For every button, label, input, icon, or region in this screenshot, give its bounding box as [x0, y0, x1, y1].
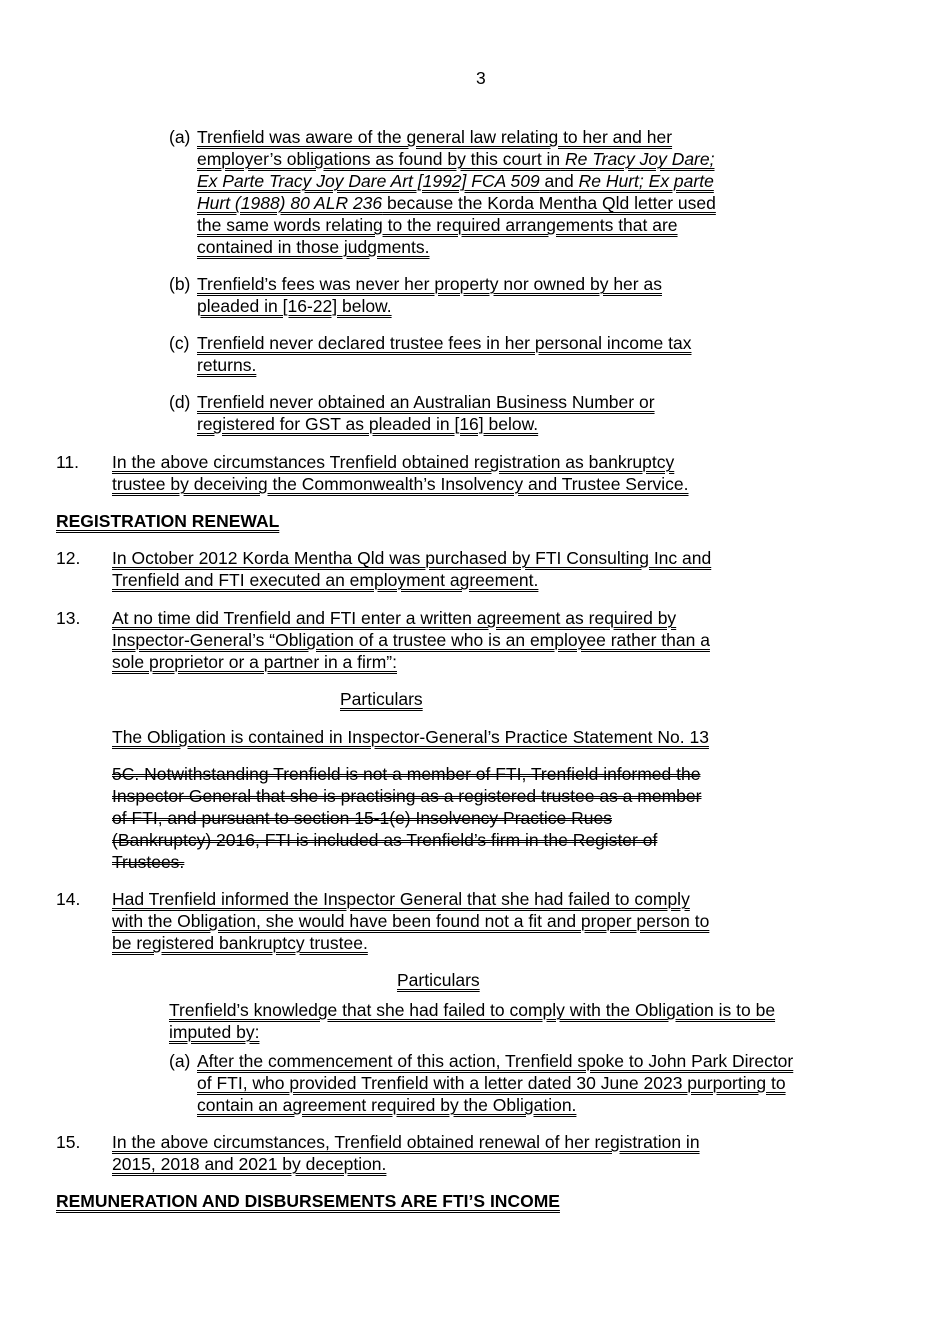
text-line: Trustees. [112, 852, 185, 872]
particulars-heading: Particulars [397, 970, 480, 990]
text-line: At no time did Trenfield and FTI enter a written agreement as required by [112, 608, 677, 628]
text-line: Trenfield’s fees was never her property nor owned by her as [197, 274, 662, 294]
paragraph-number: 11. [56, 452, 80, 472]
text-line: Trenfield never obtained an Australian Business Number or [197, 392, 655, 412]
text-line: Inspector General that she is practising as a registered trustee as a member [112, 786, 702, 806]
text-line: After the commencement of this action, Trenfield spoke to John Park Director [197, 1051, 794, 1071]
obligation-line: The Obligation is contained in Inspector-General’s Practice Statement No. 13 [112, 727, 709, 747]
text-line: In the above circumstances Trenfield obtained registration as bankruptcy [112, 452, 675, 472]
paragraph-number: 13. [56, 608, 81, 628]
text-line: Hurt (1988) 80 ALR 236 because the Korda Mentha Qld letter used [197, 193, 716, 213]
particulars-heading: Particulars [340, 689, 423, 709]
text-line: contained in those judgments. [197, 237, 430, 257]
text-line: Inspector-General’s “Obligation of a trustee who is an employee rather than a [112, 630, 710, 650]
text-line: sole proprietor or a partner in a firm”: [112, 652, 397, 672]
text-line: Trenfield and FTI executed an employment agreement. [112, 570, 539, 590]
text-line: In the above circumstances, Trenfield obtained renewal of her registration in [112, 1132, 700, 1152]
section-heading: REGISTRATION RENEWAL [56, 511, 280, 531]
text-line: employer’s obligations as found by this court in Re Tracy Joy Dare; [197, 149, 715, 169]
text-line: Had Trenfield informed the Inspector General that she had failed to comply [112, 889, 690, 909]
text-line: Trenfield never declared trustee fees in her personal income tax [197, 333, 692, 353]
text-line: trustee by deceiving the Commonwealth’s Insolvency and Trustee Service. [112, 474, 689, 494]
text-line: contain an agreement required by the Obligation. [197, 1095, 577, 1115]
page-number: 3 [476, 68, 486, 88]
text-line: of FTI, and pursuant to section 15-1(e) Insolvency Practice Rues [112, 808, 612, 828]
text-line: In October 2012 Korda Mentha Qld was purchased by FTI Consulting Inc and [112, 548, 712, 568]
text-line: 2015, 2018 and 2021 by deception. [112, 1154, 387, 1174]
subparagraph-label: (b) [169, 274, 191, 294]
text-line: 5C. Notwithstanding Trenfield is not a member of FTI, Trenfield informed the [112, 764, 701, 784]
text-line: pleaded in [16-22] below. [197, 296, 392, 316]
paragraph-number: 12. [56, 548, 81, 568]
text-line: Trenfield was aware of the general law relating to her and her [197, 127, 673, 147]
text-line: returns. [197, 355, 257, 375]
text-line: imputed by: [169, 1022, 260, 1042]
paragraph-number: 15. [56, 1132, 81, 1152]
text-line: the same words relating to the required arrangements that are [197, 215, 678, 235]
subparagraph-label: (a) [169, 127, 191, 147]
subparagraph-label: (a) [169, 1051, 191, 1071]
text-line: be registered bankruptcy trustee. [112, 933, 368, 953]
text-line: Ex Parte Tracy Joy Dare Art [1992] FCA 509 and Re Hurt; Ex parte [197, 171, 714, 191]
subparagraph-label: (d) [169, 392, 191, 412]
text-line: of FTI, who provided Trenfield with a letter dated 30 June 2023 purporting to [197, 1073, 786, 1093]
paragraph-number: 14. [56, 889, 81, 909]
text-line: (Bankruptcy) 2016, FTI is included as Trenfield’s firm in the Register of [112, 830, 658, 850]
section-heading: REMUNERATION AND DISBURSEMENTS ARE FTI’S INCOME [56, 1191, 560, 1211]
text-line: Trenfield’s knowledge that she had failed to comply with the Obligation is to be [169, 1000, 776, 1020]
text-line: with the Obligation, she would have been found not a fit and proper person to [112, 911, 710, 931]
subparagraph-label: (c) [169, 333, 190, 353]
text-line: registered for GST as pleaded in [16] below. [197, 414, 539, 434]
